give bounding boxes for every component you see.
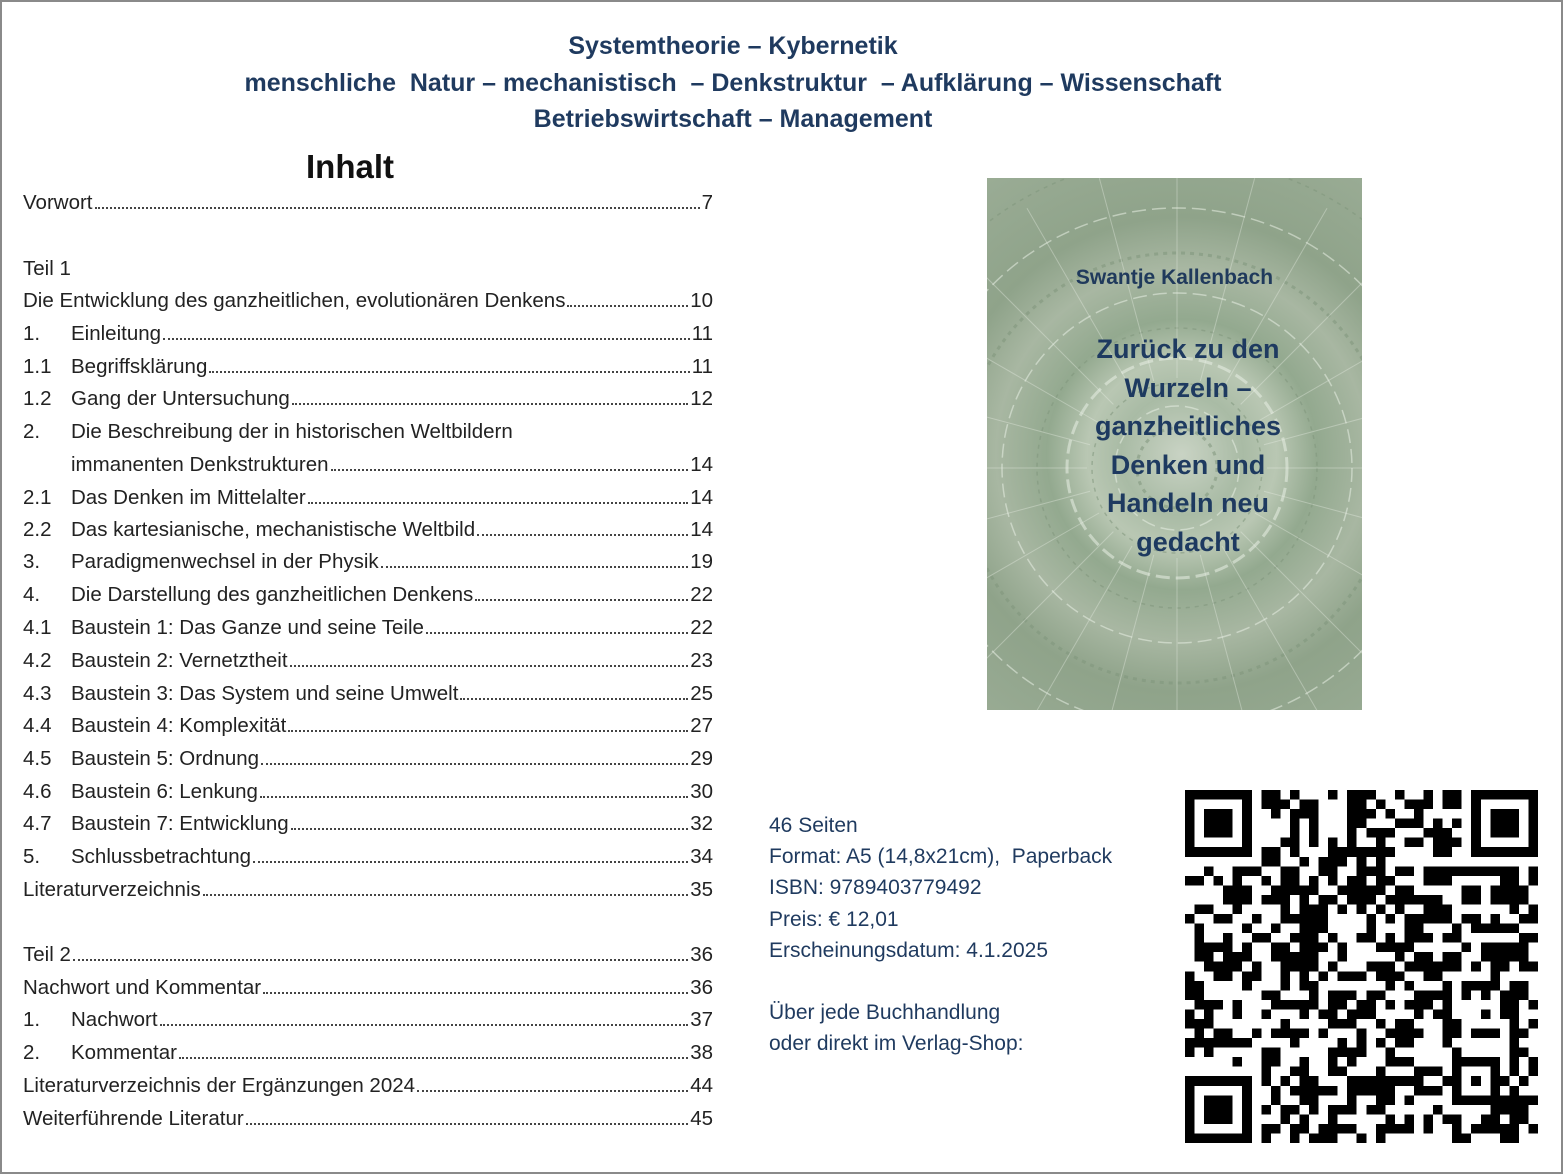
toc-label: Das Denken im Mittelalter bbox=[71, 486, 306, 509]
toc-row bbox=[23, 935, 713, 967]
toc-page-number: 44 bbox=[690, 1074, 713, 1097]
cover-author: Swantje Kallenbach bbox=[1075, 266, 1274, 289]
info-format: Format: A5 (14,8x21cm), Paperback bbox=[769, 845, 1113, 869]
toc-label: Weiterführende Literatur bbox=[23, 1107, 244, 1130]
cover-title bbox=[987, 330, 1362, 561]
toc-label: Baustein 3: Das System und seine Umwelt bbox=[71, 682, 459, 705]
toc-label: Die Darstellung des ganzheitlichen Denkens bbox=[71, 583, 474, 606]
toc-number: 4. bbox=[23, 583, 41, 606]
toc-page-number: 14 bbox=[690, 486, 713, 509]
toc-row bbox=[23, 478, 713, 510]
toc-label: Kommentar bbox=[71, 1041, 177, 1064]
toc-row bbox=[23, 968, 713, 1000]
toc-row bbox=[23, 674, 713, 706]
toc-label: Literaturverzeichnis bbox=[23, 878, 201, 901]
toc-page-number: 7 bbox=[701, 191, 713, 214]
toc-number: 2. bbox=[23, 1041, 41, 1064]
toc-row bbox=[23, 1033, 713, 1065]
toc-row bbox=[23, 445, 713, 477]
toc-page-number: 10 bbox=[690, 289, 713, 312]
toc-number: 4.2 bbox=[23, 649, 52, 672]
info-shop-line-2: oder direkt im Verlag-Shop: bbox=[769, 1032, 1024, 1056]
toc-number: 1. bbox=[23, 322, 41, 345]
toc-leader bbox=[253, 861, 688, 863]
header-line-2: menschliche Natur – mechanistisch – Denkstruktur – Aufklärung – Wissenschaft bbox=[244, 68, 1222, 97]
toc-leader bbox=[308, 502, 688, 504]
toc-leader bbox=[331, 469, 689, 471]
toc-leader bbox=[292, 403, 688, 405]
toc-leader bbox=[246, 1123, 689, 1125]
toc-row bbox=[23, 281, 713, 313]
cover-title-line: Handeln neu bbox=[1106, 488, 1269, 518]
toc-label: Begriffsklärung bbox=[71, 355, 208, 378]
toc-number: 4.5 bbox=[23, 747, 52, 770]
toc-page-number: 36 bbox=[690, 943, 713, 966]
info-pages: 46 Seiten bbox=[769, 814, 858, 837]
toc-number: 5. bbox=[23, 845, 41, 868]
cover-title-line: Zurück zu den bbox=[1096, 334, 1280, 364]
toc-page-number: 29 bbox=[690, 747, 713, 770]
toc-page-number: 22 bbox=[690, 616, 713, 639]
toc-label: Baustein 5: Ordnung bbox=[71, 747, 260, 770]
toc-number: 4.6 bbox=[23, 780, 52, 803]
toc-page-number: 34 bbox=[690, 845, 713, 868]
toc-leader bbox=[95, 207, 700, 209]
cover-title-line: ganzheitliches bbox=[1094, 411, 1282, 441]
toc-row bbox=[23, 772, 713, 804]
toc-row bbox=[23, 1066, 713, 1098]
toc-row bbox=[23, 870, 713, 902]
toc-leader bbox=[477, 534, 688, 536]
toc-row bbox=[23, 249, 713, 281]
toc-leader bbox=[291, 828, 689, 830]
toc-page-number: 45 bbox=[690, 1107, 713, 1130]
toc-page-number: 25 bbox=[690, 682, 713, 705]
toc-number: 2. bbox=[23, 420, 41, 443]
toc-leader bbox=[260, 796, 688, 798]
toc-label: Baustein 6: Lenkung bbox=[71, 780, 258, 803]
toc-number: 1. bbox=[23, 1008, 41, 1031]
toc-row bbox=[23, 804, 713, 836]
toc-row bbox=[23, 706, 713, 738]
toc-number: 1.1 bbox=[23, 355, 52, 378]
toc-row bbox=[23, 183, 713, 215]
toc-leader bbox=[160, 1024, 689, 1026]
toc-page-number: 14 bbox=[690, 453, 713, 476]
toc-label: Teil 1 bbox=[23, 257, 71, 280]
toc-page-number: 14 bbox=[690, 518, 713, 541]
toc-leader bbox=[163, 338, 690, 340]
toc-row bbox=[23, 1099, 713, 1131]
toc-row bbox=[23, 739, 713, 771]
toc-label: Paradigmenwechsel in der Physik bbox=[71, 550, 379, 573]
toc-title: Inhalt bbox=[306, 148, 394, 185]
toc-row bbox=[23, 412, 713, 444]
qr-code-icon[interactable] bbox=[1185, 790, 1538, 1143]
header-keywords bbox=[0, 28, 1466, 138]
toc-leader bbox=[209, 371, 689, 373]
toc-label: Baustein 4: Komplexität bbox=[71, 714, 287, 737]
toc-label: Die Beschreibung der in historischen Weltbildern bbox=[71, 420, 513, 443]
toc-label: Teil 2 bbox=[23, 943, 71, 966]
toc-label: Die Entwicklung des ganzheitlichen, evolutionären Denkens bbox=[23, 289, 566, 312]
toc-label: Schlussbetrachtung bbox=[71, 845, 252, 868]
toc-row bbox=[23, 608, 713, 640]
toc-number: 2.2 bbox=[23, 518, 52, 541]
info-date: Erscheinungsdatum: 4.1.2025 bbox=[769, 938, 1049, 962]
toc-label: Einleitung bbox=[71, 322, 162, 345]
info-isbn: ISBN: 9789403779492 bbox=[769, 876, 982, 900]
toc-leader bbox=[381, 566, 689, 568]
toc-page-number: 32 bbox=[690, 812, 713, 835]
toc-page-number: 12 bbox=[690, 387, 713, 410]
toc-label: immanenten Denkstrukturen bbox=[71, 453, 329, 476]
toc-leader bbox=[417, 1090, 688, 1092]
toc-row bbox=[23, 575, 713, 607]
toc-row bbox=[23, 542, 713, 574]
toc-page-number: 19 bbox=[690, 550, 713, 573]
toc-page-number: 11 bbox=[691, 355, 713, 378]
toc-number: 4.7 bbox=[23, 812, 52, 835]
toc-number: 4.1 bbox=[23, 616, 52, 639]
header-line-1: Systemtheorie – Kybernetik bbox=[568, 32, 898, 60]
toc-row bbox=[23, 510, 713, 542]
toc-page-number: 38 bbox=[690, 1041, 713, 1064]
toc-label: Baustein 7: Entwicklung bbox=[71, 812, 289, 835]
cover-title-line: gedacht bbox=[1136, 526, 1240, 557]
cover-title-line: Denken und bbox=[1110, 449, 1266, 480]
toc-row bbox=[23, 837, 713, 869]
info-shop-line-1: Über jede Buchhandlung bbox=[769, 1001, 1001, 1025]
toc-leader bbox=[567, 305, 688, 307]
toc-page-number: 36 bbox=[690, 976, 713, 999]
toc-page-number: 30 bbox=[690, 780, 713, 803]
toc-leader bbox=[288, 730, 688, 732]
toc-leader bbox=[263, 992, 688, 994]
toc-leader bbox=[179, 1057, 688, 1059]
book-info bbox=[769, 810, 1112, 1060]
toc-label: Vorwort bbox=[23, 191, 93, 214]
toc-label: Baustein 2: Vernetztheit bbox=[71, 649, 288, 672]
info-price: Preis: € 12,01 bbox=[769, 907, 899, 931]
toc-leader bbox=[426, 632, 688, 634]
toc-page-number: 27 bbox=[690, 714, 713, 737]
toc-row bbox=[23, 314, 713, 346]
toc-label: Das kartesianische, mechanistische Weltbild bbox=[71, 518, 476, 541]
toc-page-number: 35 bbox=[690, 878, 713, 901]
toc-row bbox=[23, 379, 713, 411]
toc-label: Nachwort und Kommentar bbox=[23, 976, 262, 999]
cover-title-line: Wurzeln – bbox=[1124, 372, 1252, 403]
toc-number: 4.3 bbox=[23, 682, 52, 705]
toc-page-number: 23 bbox=[690, 649, 713, 672]
toc-leader bbox=[203, 894, 688, 896]
toc-leader bbox=[475, 599, 688, 601]
toc-row bbox=[23, 641, 713, 673]
toc-number: 1.2 bbox=[23, 387, 52, 410]
toc-row bbox=[23, 347, 713, 379]
toc-leader bbox=[460, 698, 688, 700]
toc-label: Gang der Untersuchung bbox=[71, 387, 290, 410]
toc-number: 2.1 bbox=[23, 486, 52, 509]
toc-page-number: 22 bbox=[690, 583, 713, 606]
toc-leader bbox=[261, 763, 688, 765]
toc-row bbox=[23, 1000, 713, 1032]
book-cover bbox=[987, 178, 1362, 710]
toc-label: Nachwort bbox=[71, 1008, 158, 1031]
toc-page-number: 11 bbox=[691, 322, 713, 345]
toc-leader bbox=[290, 665, 689, 667]
toc-number: 3. bbox=[23, 550, 41, 573]
toc-number: 4.4 bbox=[23, 714, 52, 737]
header-line-3: Betriebswirtschaft – Management bbox=[533, 105, 933, 133]
toc-label: Literaturverzeichnis der Ergänzungen 2024 bbox=[23, 1074, 416, 1097]
toc-label: Baustein 1: Das Ganze und seine Teile bbox=[71, 616, 424, 639]
toc-leader bbox=[73, 959, 688, 961]
toc-page-number: 37 bbox=[690, 1008, 713, 1031]
